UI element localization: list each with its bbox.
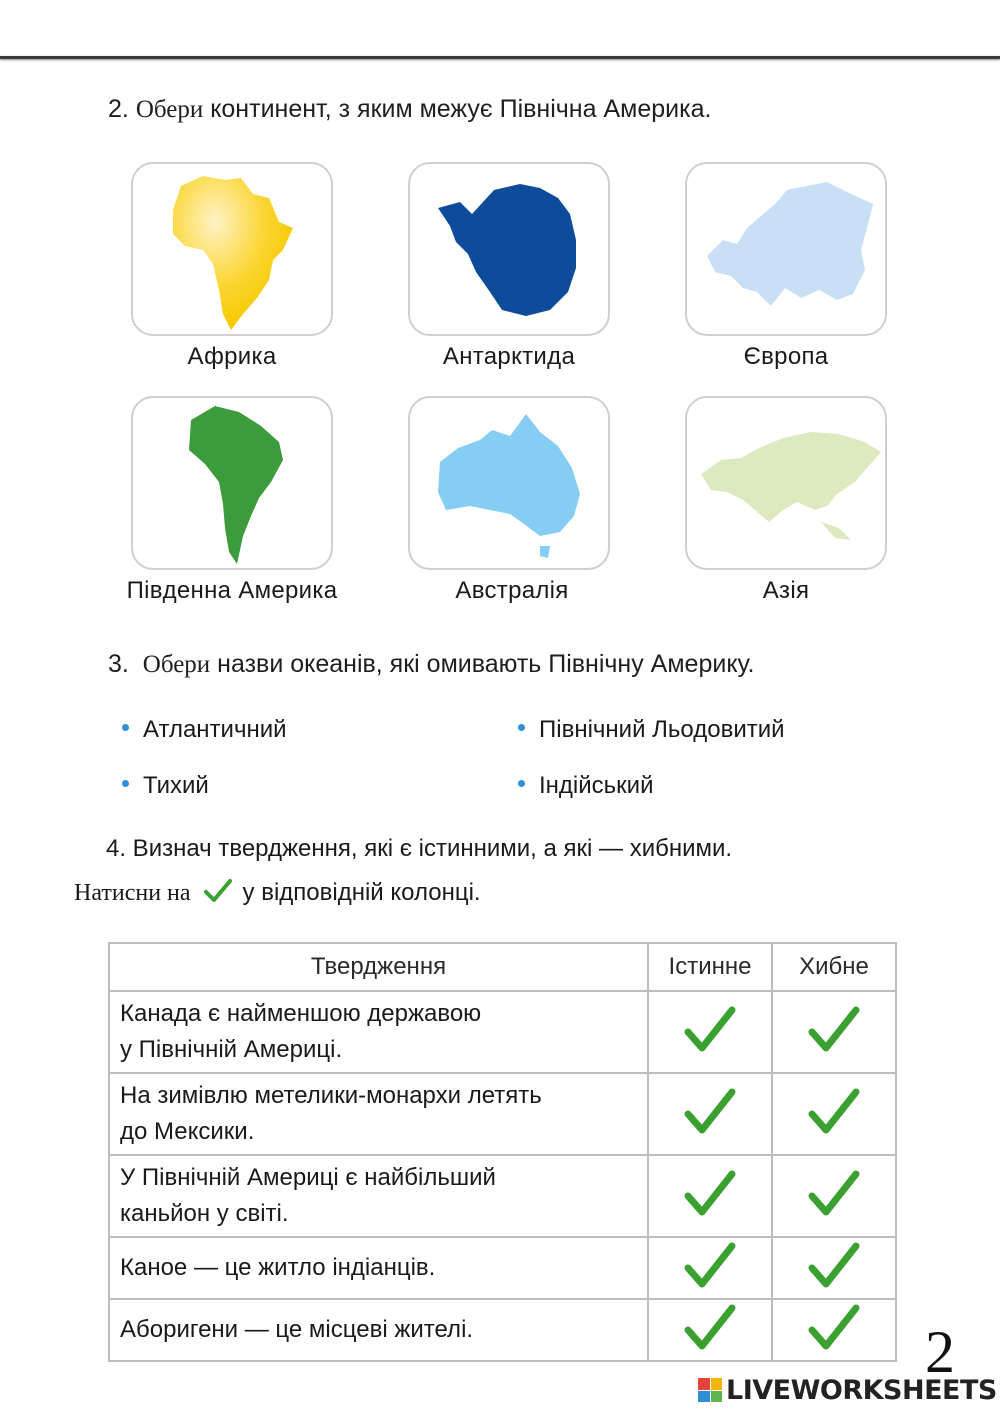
table-header-row: [109, 943, 896, 991]
south-america-map-icon: [133, 398, 331, 568]
continent-label-asia: Азія: [762, 577, 810, 604]
checkmark-icon: [806, 1168, 862, 1218]
antarctica-map-icon: [410, 164, 608, 334]
checkmark-icon: [682, 1004, 738, 1054]
liveworksheets-logo-icon: [698, 1378, 722, 1402]
table-row: [109, 991, 896, 1073]
question-4-instruction: Натисни на у відповідній колонці.: [74, 878, 481, 911]
table-row: [109, 1237, 896, 1299]
australia-map-icon: [410, 398, 608, 568]
continent-label-australia: Австралія: [455, 577, 569, 604]
top-divider: [0, 56, 1000, 59]
header-false: Хибне: [772, 943, 896, 991]
bullet-icon: [518, 724, 525, 731]
question-2-title: 2. Обери континент, з яким межує Північна Америка.: [108, 95, 712, 123]
checkmark-icon: [682, 1086, 738, 1136]
bullet-icon: [122, 724, 129, 731]
true-check-button[interactable]: [648, 1155, 772, 1237]
africa-map-icon: [133, 164, 331, 334]
checkmark-icon: [806, 1004, 862, 1054]
continent-card-europe[interactable]: [685, 162, 887, 336]
liveworksheets-branding: LIVEWORKSHEETS: [698, 1374, 997, 1406]
bullet-icon: [122, 780, 129, 787]
continent-card-south-america[interactable]: [131, 396, 333, 570]
ocean-option-pacific[interactable]: Тихий: [122, 772, 209, 800]
false-check-button[interactable]: [772, 1073, 896, 1155]
question-4-title: 4. Визнач твердження, які є істинними, а які — хибними.: [106, 835, 733, 862]
table-row: [109, 1073, 896, 1155]
ocean-option-arctic[interactable]: Північний Льодовитий: [518, 716, 785, 744]
europe-map-icon: [687, 164, 885, 334]
false-check-button[interactable]: [772, 991, 896, 1073]
true-check-button[interactable]: [648, 1073, 772, 1155]
question-3-title: 3. Обери назви океанів, які омивають Північну Америку.: [108, 650, 755, 678]
false-check-button[interactable]: [772, 1155, 896, 1237]
header-statement: Твердження: [109, 943, 648, 991]
asia-map-icon: [687, 398, 885, 568]
statement-cell: У Північній Америці є найбільший каньйон у світі.: [109, 1155, 648, 1237]
checkmark-icon: [806, 1086, 862, 1136]
false-check-button[interactable]: [772, 1299, 896, 1361]
true-false-table: [108, 942, 897, 1362]
checkmark-icon: [806, 1302, 862, 1352]
header-true: Істинне: [648, 943, 772, 991]
statement-cell: Аборигени — це місцеві жителі.: [109, 1299, 648, 1361]
true-check-button[interactable]: [648, 1237, 772, 1299]
ocean-option-indian[interactable]: Індійський: [518, 772, 653, 800]
checkmark-icon: [682, 1302, 738, 1352]
checkmark-icon: [806, 1240, 862, 1290]
checkmark-icon: [203, 878, 233, 911]
page-number: 2: [925, 1319, 955, 1385]
checkmark-icon: [682, 1240, 738, 1290]
continent-label-europe: Європа: [743, 343, 829, 370]
continent-label-antarctica: Антарктида: [442, 343, 576, 370]
continent-card-africa[interactable]: [131, 162, 333, 336]
checkmark-icon: [682, 1168, 738, 1218]
continent-label-africa: Африка: [187, 343, 277, 370]
true-check-button[interactable]: [648, 991, 772, 1073]
table-row: [109, 1155, 896, 1237]
continent-card-antarctica[interactable]: [408, 162, 610, 336]
statement-cell: На зимівлю метелики-монархи летять до Мексики.: [109, 1073, 648, 1155]
statement-cell: Каное — це житло індіанців.: [109, 1237, 648, 1299]
false-check-button[interactable]: [772, 1237, 896, 1299]
continent-label-south-america: Південна Америка: [126, 577, 338, 604]
bullet-icon: [518, 780, 525, 787]
continent-card-australia[interactable]: [408, 396, 610, 570]
statement-cell: Канада є найменшою державою у Північній Америці.: [109, 991, 648, 1073]
table-row: [109, 1299, 896, 1361]
continent-card-asia[interactable]: [685, 396, 887, 570]
true-check-button[interactable]: [648, 1299, 772, 1361]
ocean-option-atlantic[interactable]: Атлантичний: [122, 716, 287, 744]
